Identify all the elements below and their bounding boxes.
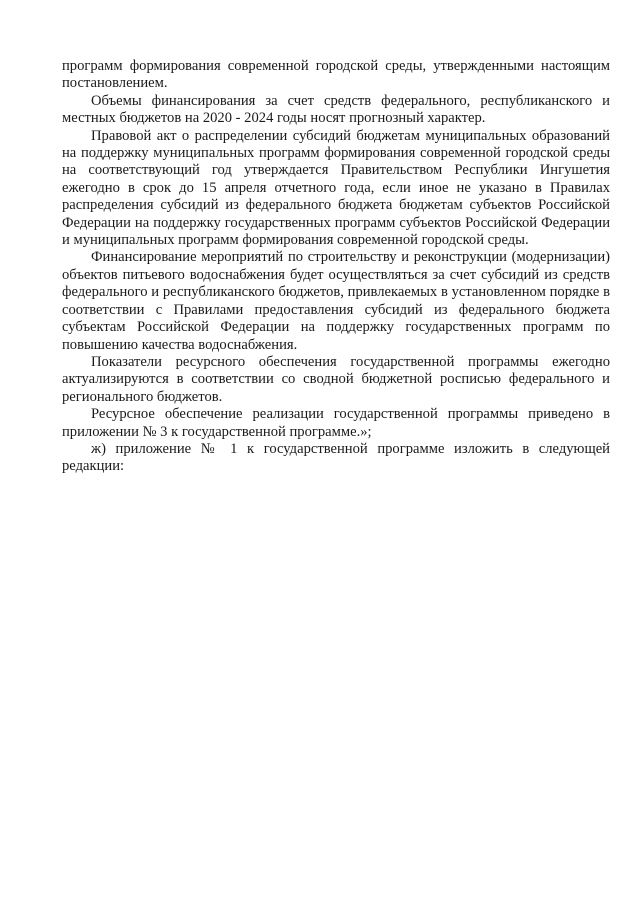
paragraph-legal-act: Правовой акт о распределении субсидий бюджетам муниципальных образований на поддержку муниципальных программ формирования современной городской среды на соответствующий год утверждается Правительством Республики Ингушетия ежегодно в срок до 15 апреля отчетного года, если иное не указано в Правилах распределения субсидий из федерального бюджета бюджетам субъектов Российской Федерации на поддержку государственных программ субъектов Российской Федерации и муниципальных программ формирования современной городской среды. bbox=[62, 127, 610, 249]
document-body bbox=[62, 58, 610, 476]
paragraph-resource-indicators: Показатели ресурсного обеспечения государственной программы ежегодно актуализируются в соответствии со сводной бюджетной росписью федерального и регионального бюджетов. bbox=[62, 353, 610, 405]
paragraph-appendix-amendment: ж) приложение № 1 к государственной программе изложить в следующей редакции: bbox=[62, 440, 610, 475]
paragraph-continuation: программ формирования современной городской среды, утвержденными настоящим постановлением. bbox=[62, 58, 610, 92]
paragraph-funding-volumes: Объемы финансирования за счет средств федерального, республиканского и местных бюджетов на 2020 - 2024 годы носят прогнозный характер. bbox=[62, 92, 610, 127]
paragraph-resource-provision: Ресурсное обеспечение реализации государственной программы приведено в приложении № 3 к государственной программе.»; bbox=[62, 406, 610, 440]
paragraph-water-supply: Финансирование мероприятий по строительству и реконструкции (модернизации) объектов питьевого водоснабжения будет осуществляться за счет субсидий из средств федерального и республиканского бюджетов, привлекаемых в установленном порядке в соответствии с Правилами предоставления субсидий из федерального бюджета субъектам Российской Федерации на поддержку государственных программ по повышению качества водоснабжения. bbox=[62, 249, 610, 353]
